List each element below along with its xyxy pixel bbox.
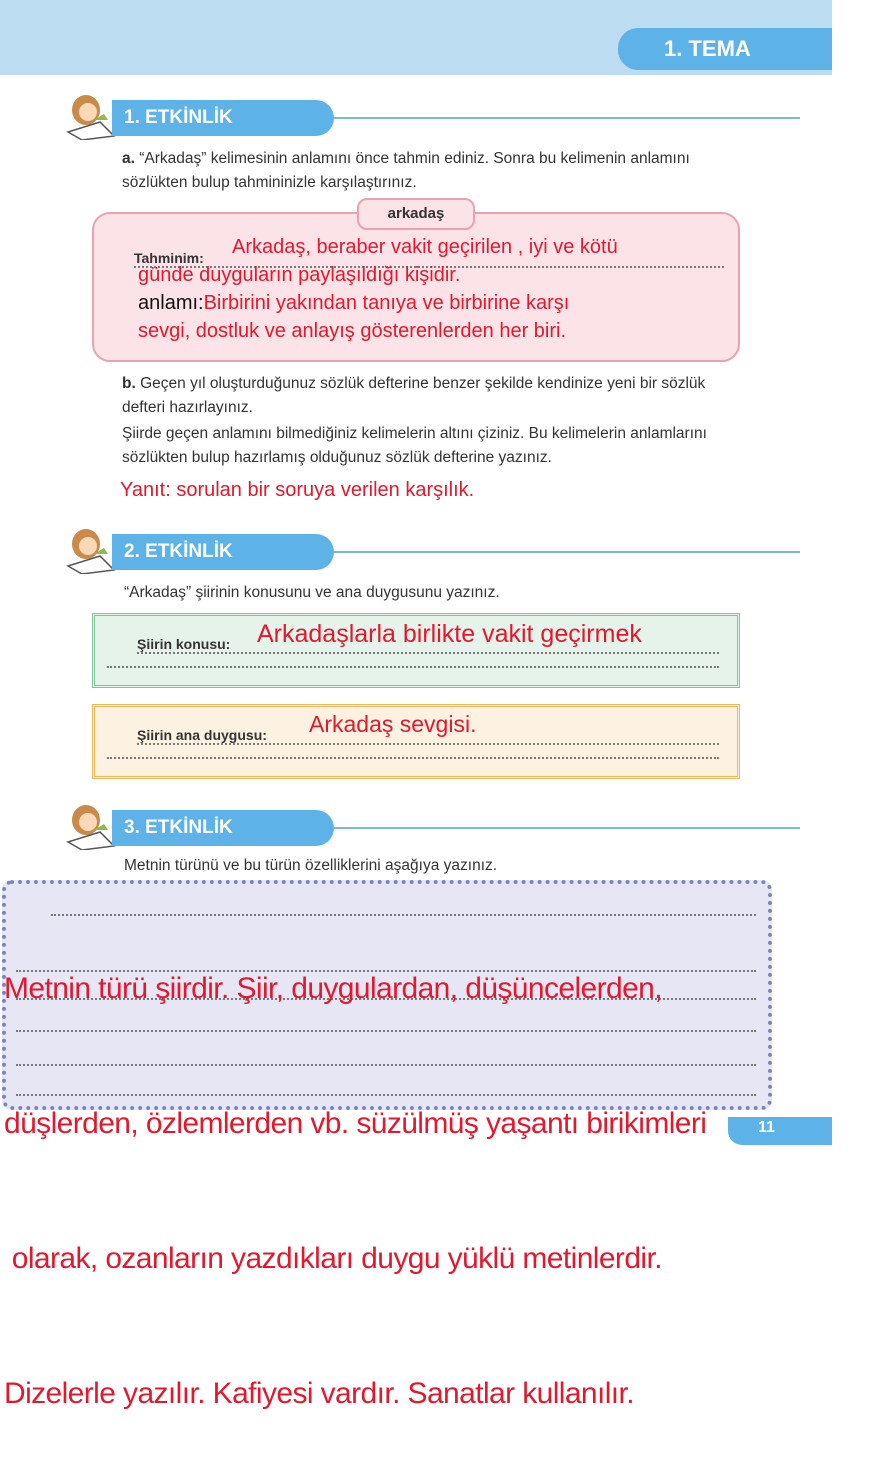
part-b-answer[interactable]: Yanıt: sorulan bir soruya verilen karşılık. bbox=[120, 479, 475, 501]
guess-label: Tahminim: bbox=[134, 250, 204, 266]
answer-line: Dizelerle yazılır. Kafiyesi vardır. Sanatlar kullanılır. bbox=[4, 1377, 635, 1410]
instruction-text-2: Şiirde geçen anlamını bilmediğiniz kelimelerin altını çiziniz. Bu kelimelerin anlamlarını sözlükten bulup hazırlamış olduğunuz sözlük defterine yazınız. bbox=[122, 425, 707, 466]
blank-line[interactable] bbox=[107, 666, 719, 668]
answer-line: olarak, ozanların yazdıkları duygu yüklü metinlerdir. bbox=[4, 1242, 662, 1275]
part-marker: b. bbox=[122, 375, 136, 392]
meaning-answer-line1[interactable]: Birbirini yakından tanıya ve birbirine karşı bbox=[203, 292, 570, 314]
topic-line bbox=[137, 620, 719, 654]
activity-title: 1. ETKİNLİK bbox=[112, 100, 334, 136]
blank-line[interactable] bbox=[107, 757, 719, 759]
activity-1-header bbox=[60, 92, 750, 142]
emotion-line bbox=[137, 711, 719, 745]
topic-label: Şiirin konusu: bbox=[137, 636, 231, 652]
genre-answer[interactable] bbox=[4, 876, 706, 1461]
topic-answer[interactable]: Arkadaşlarla birlikte vakit geçirmek bbox=[257, 620, 642, 648]
activity-title: 3. ETKİNLİK bbox=[112, 810, 334, 846]
activity-1-part-a bbox=[90, 147, 742, 195]
instruction-text: “Arkadaş” kelimesinin anlamını önce tahmin ediniz. Sonra bu kelimenin anlamını sözlükten bulup tahmininizle karşılaştırınız. bbox=[122, 150, 690, 191]
divider bbox=[334, 117, 800, 119]
divider bbox=[334, 827, 800, 829]
activity-3-instruction: Metnin türünü ve bu türün özelliklerini aşağıya yazınız. bbox=[124, 857, 498, 874]
answer-line: Metnin türü şiirdir. Şiir, duygulardan, düşüncelerden, bbox=[4, 972, 662, 1005]
word-answer-box bbox=[92, 212, 740, 362]
instruction-text: Geçen yıl oluşturduğunuz sözlük defterine benzer şekilde kendinize yeni bir sözlük defteri hazırlayınız. bbox=[122, 375, 706, 416]
answer-line: düşlerden, özlemlerden vb. süzülmüş yaşantı birikimleri bbox=[4, 1107, 707, 1140]
page-number: 11 bbox=[728, 1117, 832, 1145]
activity-1-part-b bbox=[90, 372, 742, 470]
word-tab: arkadaş bbox=[357, 198, 475, 230]
guess-answer-line2[interactable]: günde duyguların paylaşıldığı kişidir. bbox=[138, 264, 461, 286]
theme-tab: 1. TEMA bbox=[618, 28, 832, 70]
guess-answer-line1[interactable]: Arkadaş, beraber vakit geçirilen , iyi ve kötü bbox=[232, 236, 618, 258]
activity-3-header bbox=[60, 802, 750, 852]
meaning-label: anlamı: bbox=[138, 292, 204, 314]
activity-2-header bbox=[60, 526, 750, 576]
topic-box bbox=[92, 613, 740, 688]
divider bbox=[334, 551, 800, 553]
right-margin bbox=[832, 0, 885, 1248]
emotion-box bbox=[92, 704, 740, 779]
emotion-answer[interactable]: Arkadaş sevgisi. bbox=[309, 711, 477, 737]
activity-title: 2. ETKİNLİK bbox=[112, 534, 334, 570]
emotion-label: Şiirin ana duygusu: bbox=[137, 727, 267, 743]
meaning-answer-line2[interactable]: sevgi, dostluk ve anlayış gösterenlerden her biri. bbox=[138, 320, 567, 342]
activity-2-instruction: “Arkadaş” şiirinin konusunu ve ana duygusunu yazınız. bbox=[124, 584, 500, 601]
part-marker: a. bbox=[122, 150, 135, 167]
